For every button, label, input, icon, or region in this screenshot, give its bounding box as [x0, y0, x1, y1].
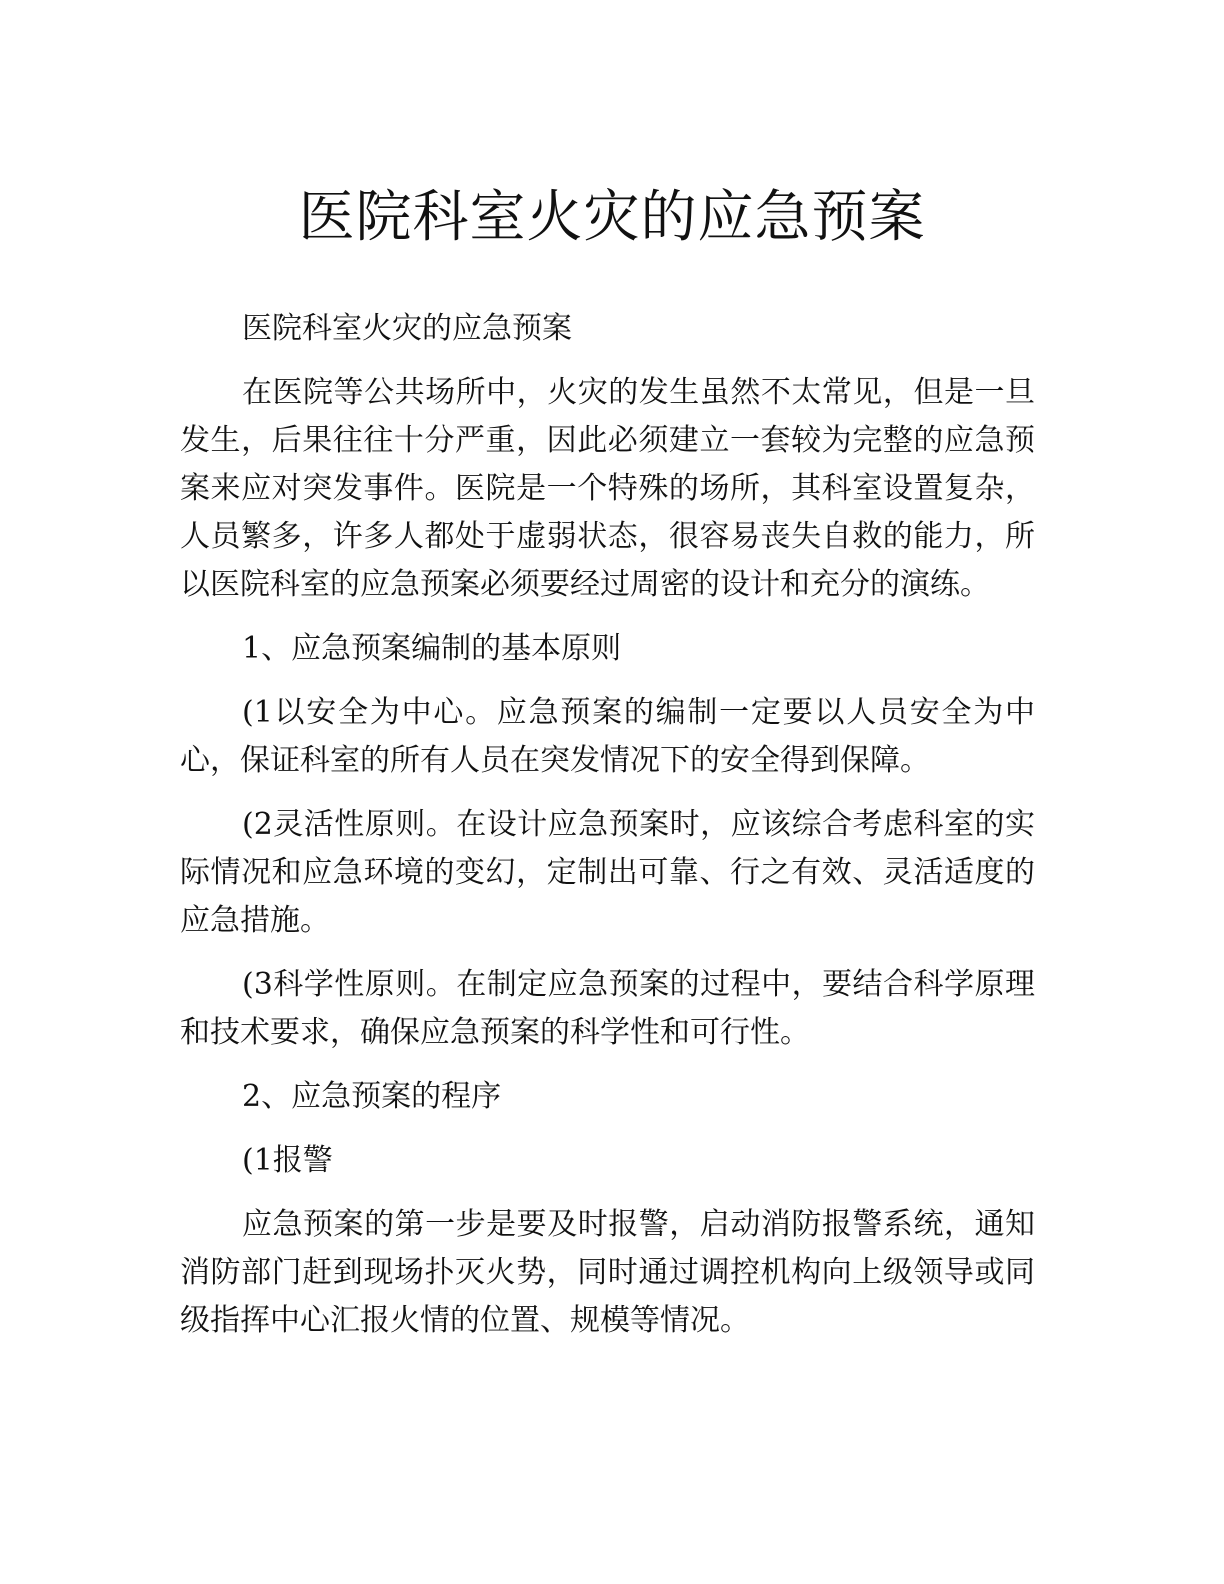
document-body: [180, 305, 1035, 1361]
subheading-alarm: (1报警: [242, 1143, 333, 1178]
paragraph-intro: 在医院等公共场所中，火灾的发生虽然不太常见，但是一旦发生，后果往往十分严重，因此必须建立一套较为完整的应急预案来应对突发事件。医院是一个特殊的场所，其科室设置复杂，人员繁多，许多人都处于虚弱状态，很容易丧失自救的能力，所以医院科室的应急预案必须要经过周密的设计和充分的演练。: [180, 375, 1035, 602]
section-heading-principles: 1、应急预案编制的基本原则: [242, 631, 622, 666]
paragraph-principle-safety: (1以安全为中心。应急预案的编制一定要以人员安全为中心，保证科室的所有人员在突发情况下的安全得到保障。: [180, 695, 1035, 778]
paragraph-subtitle: 医院科室火灾的应急预案: [242, 311, 572, 346]
paragraph-principle-flexibility: (2灵活性原则。在设计应急预案时，应该综合考虑科室的实际情况和应急环境的变幻，定制出可靠、行之有效、灵活适度的应急措施。: [180, 807, 1035, 938]
paragraph-alarm: 应急预案的第一步是要及时报警，启动消防报警系统，通知消防部门赶到现场扑灭火势，同时通过调控机构向上级领导或同级指挥中心汇报火情的位置、规模等情况。: [180, 1207, 1035, 1338]
section-heading-procedure: 2、应急预案的程序: [242, 1079, 502, 1114]
paragraph-principle-science: (3科学性原则。在制定应急预案的过程中，要结合科学原理和技术要求，确保应急预案的科学性和可行性。: [180, 967, 1035, 1050]
document-title: 医院科室火灾的应急预案: [298, 185, 926, 250]
